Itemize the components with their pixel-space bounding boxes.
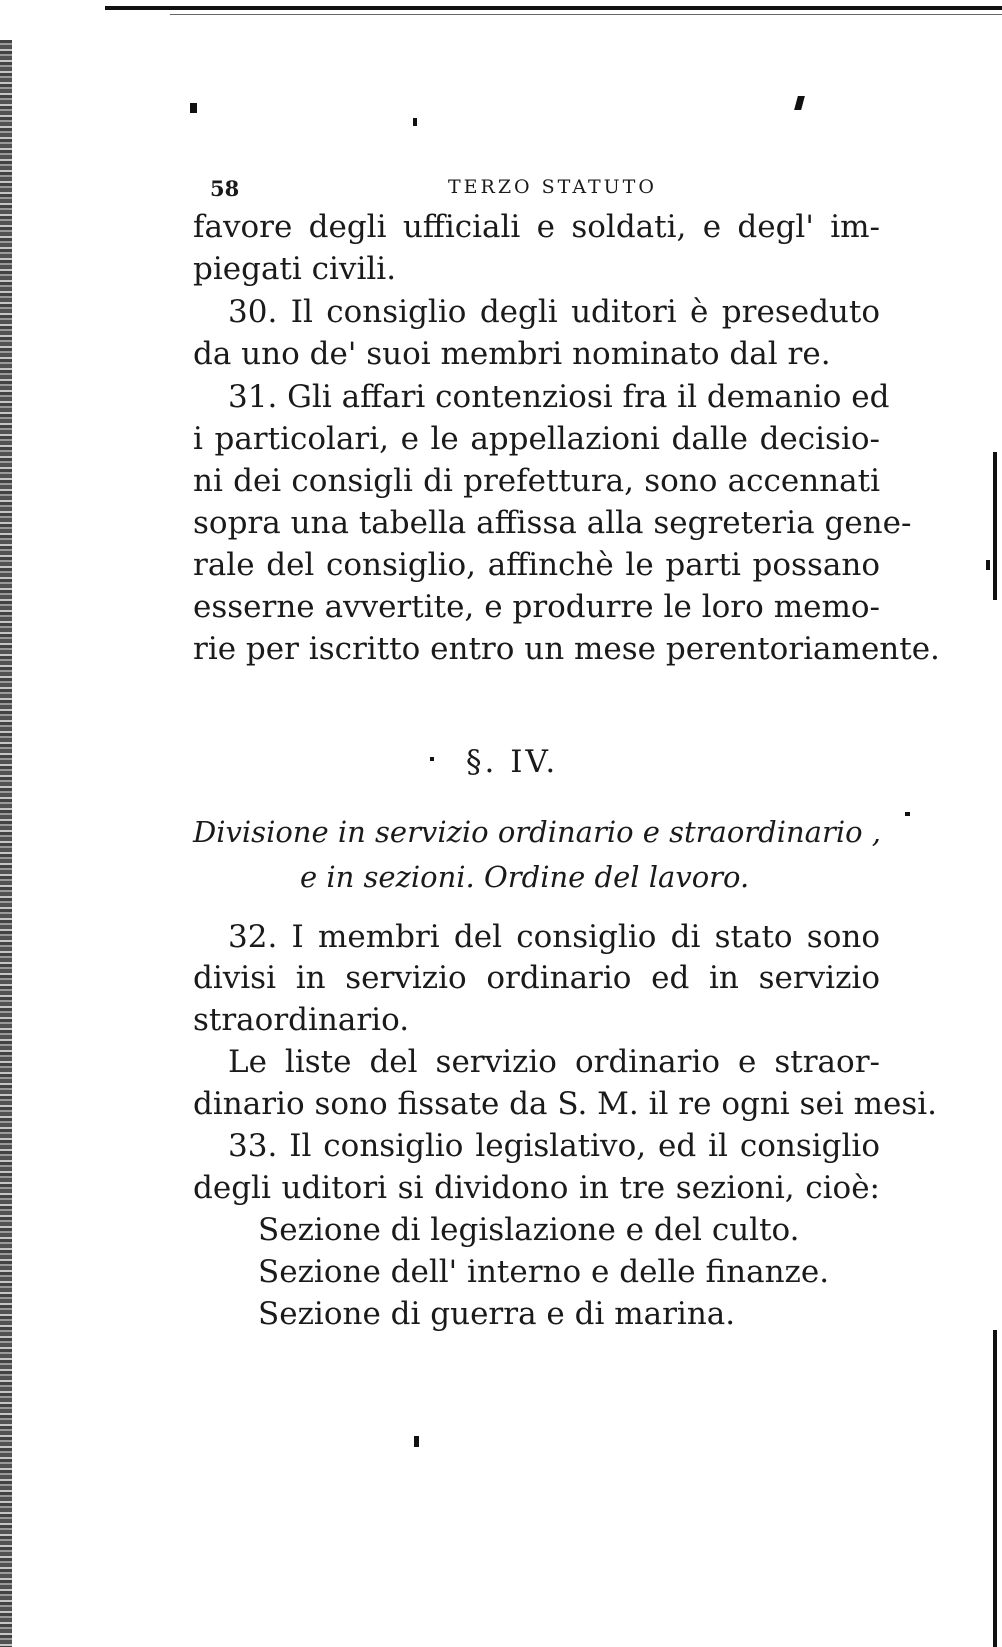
scan-speck — [413, 118, 417, 126]
article-30-line: 30. Il consiglio degli uditori è preseduto — [228, 294, 880, 330]
sections-list-item: Sezione di legislazione e del culto. — [258, 1212, 800, 1248]
article-30-line: da uno de' suoi membri nominato dal re. — [193, 336, 831, 372]
article-33-line: 33. Il consiglio legislativo, ed il consiglio — [228, 1128, 880, 1164]
section-heading-line: e in sezioni. Ordine del lavoro. — [300, 860, 750, 894]
scan-speck — [430, 757, 434, 761]
article-31-line: sopra una tabella affissa alla segreteria gene- — [193, 505, 912, 541]
scan-speck — [905, 812, 910, 816]
article-33-line: degli uditori si dividono in tre sezioni, cioè: — [193, 1170, 880, 1206]
article-32-line: divisi in servizio ordinario ed in servizio — [193, 960, 880, 996]
scan-right-edge-mark — [993, 452, 997, 600]
scan-speck — [190, 103, 197, 113]
sections-list-item: Sezione dell' interno e delle finanze. — [258, 1254, 830, 1290]
article-31-line: esserne avvertite, e produrre le loro memo- — [193, 589, 880, 625]
page-number: 58 — [210, 176, 240, 201]
scan-top-rule-thin — [170, 14, 1002, 15]
article-32-paragraph-line: dinario sono fissate da S. M. il re ogni sei mesi. — [193, 1086, 937, 1122]
section-mark: §. IV. — [466, 744, 559, 780]
article-31-line: ni dei consigli di prefettura, sono accennati — [193, 463, 880, 499]
scan-right-edge-mark — [993, 1330, 997, 1647]
article-31-line: rale del consiglio, affinchè le parti possano — [193, 547, 880, 583]
running-title: TERZO STATUTO — [448, 176, 657, 198]
scan-speck — [794, 96, 805, 110]
article-32-line: straordinario. — [193, 1002, 410, 1038]
article-31-line: i particolari, e le appellazioni dalle decisio- — [193, 421, 880, 457]
page-header — [210, 176, 875, 206]
article-31-line: rie per iscritto entro un mese perentoriamente. — [193, 631, 940, 667]
article-31-line: 31. Gli affari contenziosi fra il demanio ed — [228, 379, 890, 415]
scan-speck — [986, 560, 990, 570]
scan-binding-edge — [0, 40, 12, 1647]
article-32-paragraph-line: Le liste del servizio ordinario e straor- — [228, 1044, 880, 1080]
sections-list-item: Sezione di guerra e di marina. — [258, 1296, 736, 1332]
text-line: piegati civili. — [193, 251, 397, 287]
section-heading-line: Divisione in servizio ordinario e straordinario , — [193, 815, 881, 849]
scan-speck — [414, 1436, 419, 1447]
article-32-line: 32. I membri del consiglio di stato sono — [228, 919, 880, 955]
text-line: favore degli ufficiali e soldati, e degl' im- — [193, 209, 880, 245]
scan-top-rule — [105, 6, 1002, 10]
